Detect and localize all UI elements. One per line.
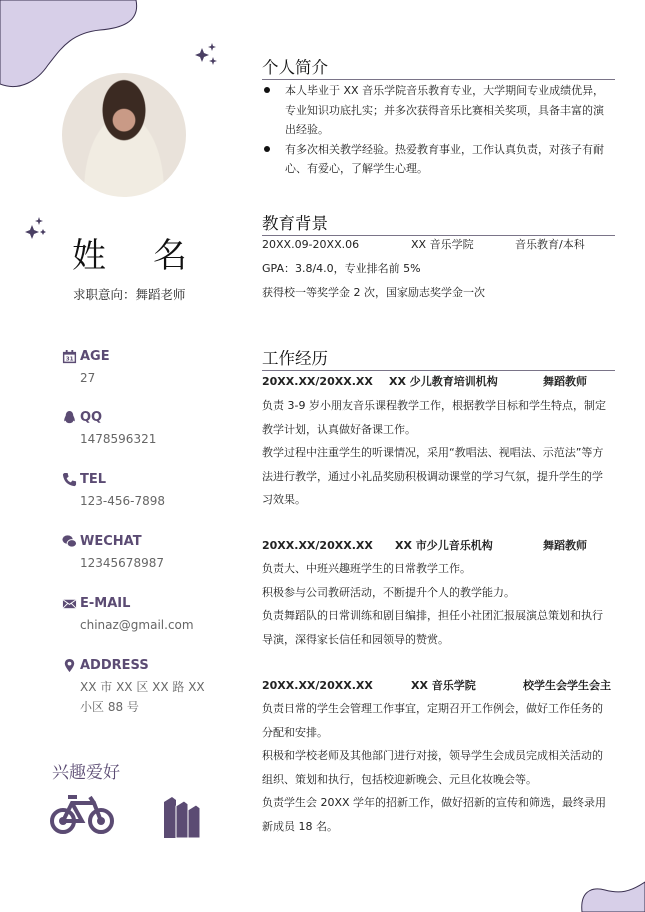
section-title-summary: 个人简介 [262, 57, 615, 80]
contact-wechat-value: 12345678987 [80, 556, 164, 570]
job-line: 负责 3-9 岁小朋友音乐课程教学工作，根据教学目标和学生特点，制定教学计划，认真做好备课工作。 [262, 399, 606, 436]
job-org: XX 少儿教育培训机构 [389, 375, 498, 388]
name-first: 姓 [72, 236, 106, 276]
job-line: 负责大、中班兴趣班学生的日常教学工作。 [262, 562, 471, 575]
contact-age-value: 27 [80, 371, 96, 385]
education-row [262, 233, 622, 257]
job-org: XX 音乐学院 [411, 679, 476, 692]
wechat-icon [62, 534, 77, 549]
contact-wechat-label: WECHAT [62, 533, 142, 549]
decorative-blob-bottom-right [580, 878, 645, 912]
contact-qq-value: 1478596321 [80, 432, 157, 446]
job-org: XX 市少儿音乐机构 [395, 539, 493, 552]
profile-photo [62, 73, 186, 197]
education-school: XX 音乐学院 [411, 238, 474, 251]
job-header [262, 534, 622, 558]
education-gpa: GPA：3.8/4.0，专业排名前 5% [262, 262, 421, 275]
contact-tel-value: 123-456-7898 [80, 494, 166, 508]
job-line: 负责日常的学生会管理工作事宜，定期召开工作例会，做好工作任务的分配和安排。 [262, 702, 603, 739]
job-description [262, 394, 612, 512]
job-line: 教学过程中注重学生的听课情况，采用“教唱法、视唱法、示范法”等方法进行教学，通过小礼品奖励积极调动课堂的学习气氛，提升学生的学习效果。 [262, 446, 604, 507]
calendar-icon [62, 349, 77, 364]
mail-icon [62, 596, 77, 611]
summary-bullet: 有多次相关教学经验。热爱教育事业，工作认真负责，对孩子有耐心、有爱心，了解学生心理。 [264, 140, 614, 179]
sparkle-icon [193, 42, 221, 68]
name-last: 名 [153, 236, 187, 276]
qq-penguin-icon [62, 410, 77, 425]
job-description [262, 697, 612, 839]
contact-address-value: XX 市 XX 区 XX 路 XX [80, 680, 205, 694]
bicycle-icon [50, 795, 114, 835]
job-intent: 求职意向：舞蹈老师 [73, 287, 186, 302]
contact-address-label: ADDRESS [62, 657, 149, 673]
job-period: 20XX.XX/20XX.XX [262, 375, 373, 388]
job-line: 积极参与公司教研活动，不断提升个人的教学能力。 [262, 585, 515, 599]
contact-email-value: chinaz@gmail.com [80, 618, 194, 632]
job-period: 20XX.XX/20XX.XX [262, 679, 373, 692]
books-icon [162, 794, 202, 840]
sparkle-icon [24, 215, 52, 241]
job-line: 负责学生会 20XX 学年的招新工作，做好招新的宣传和筛选，最终录用新成员 18 名。 [262, 796, 607, 833]
job-header [262, 370, 622, 394]
job-period: 20XX.XX/20XX.XX [262, 539, 373, 552]
job-header [262, 674, 614, 698]
education-period: 20XX.09-20XX.06 [262, 238, 360, 251]
job-role: 校学生会学生会主 [523, 679, 611, 692]
job-role: 舞蹈教师 [543, 539, 587, 552]
job-description [262, 557, 612, 651]
svg-text:31: 31 [65, 356, 74, 363]
section-title-education: 教育背景 [262, 213, 615, 236]
job-line: 积极和学校老师及其他部门进行对接，领导学生会成员完成相关活动的组织、策划和执行，包括校迎新晚会、元旦化妆晚会等。 [262, 749, 603, 786]
education-award: 获得校一等奖学金 2 次，国家励志奖学金一次 [262, 286, 485, 299]
summary-list [264, 81, 614, 179]
job-role: 舞蹈教师 [543, 375, 587, 388]
hobbies-title: 兴趣爱好 [52, 763, 120, 783]
contact-age-label: 31 AGE [62, 348, 110, 364]
contact-address-value-line2: 小区 88 号 [80, 700, 139, 714]
summary-bullet: 本人毕业于 XX 音乐学院音乐教育专业，大学期间专业成绩优异，专业知识功底扎实；并多次获得音乐比赛相关奖项，具备丰富的演出经验。 [264, 81, 614, 140]
phone-icon [62, 472, 77, 487]
location-pin-icon [62, 658, 77, 673]
contact-tel-label: TEL [62, 471, 106, 487]
education-major: 音乐教育/本科 [515, 238, 585, 251]
contact-email-label: E-MAIL [62, 595, 130, 611]
contact-qq-label: QQ [62, 409, 102, 425]
job-line: 负责舞蹈队的日常训练和剧目编排，担任小社团汇报展演总策划和执行导演，深得家长信任和园领导的赞赏。 [262, 609, 603, 646]
section-title-work: 工作经历 [262, 348, 615, 371]
